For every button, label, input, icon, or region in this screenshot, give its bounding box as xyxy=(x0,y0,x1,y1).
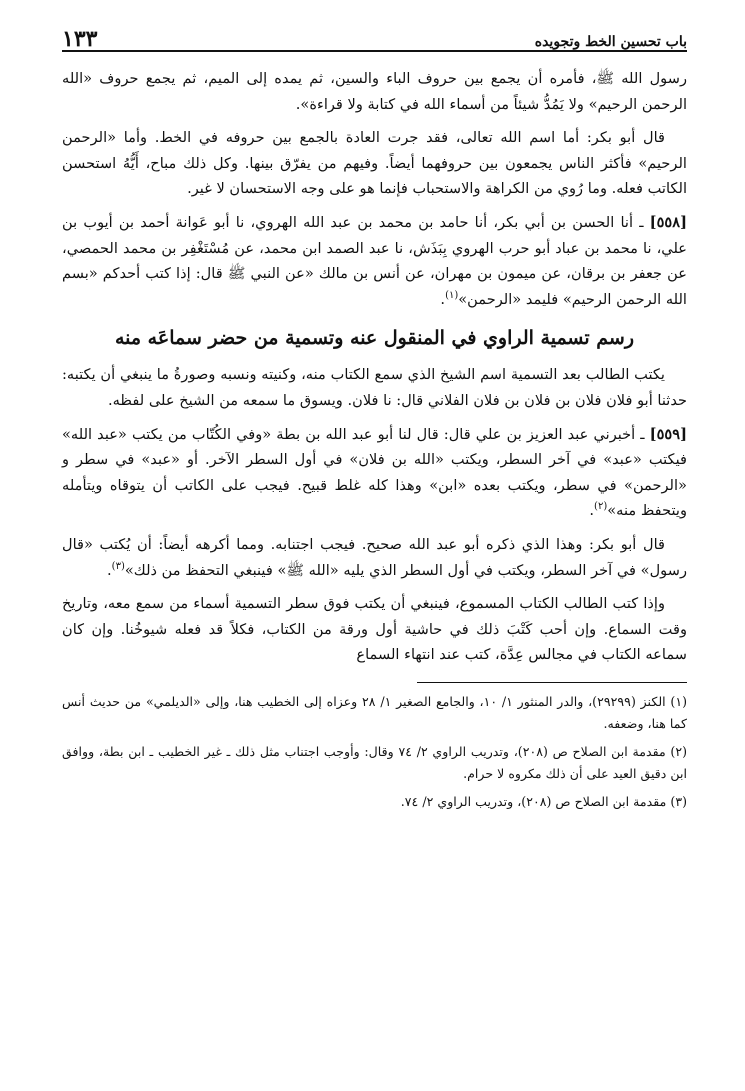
paragraph-text: وإذا كتب الطالب الكتاب المسموع، فينبغي أن يكتب فوق سطر التسمية أسماء من سمع معه، وتاريخ وقت السماع. وإن أحب كَتْبَ ذلك في حاشية أول ورقة من الكتاب، فكلاً قد فعله شيوخُنا. وإن كان سماعه الكتاب في مجالس عِدَّة، كتب عند انتهاء السماع xyxy=(62,595,687,664)
footnote-divider xyxy=(417,682,687,683)
footnote-3: (٣) مقدمة ابن الصلاح ص (٢٠٨)، وتدريب الراوي ٢/ ٧٤. xyxy=(400,793,687,809)
hadith-558 xyxy=(62,210,687,312)
footnote-1: (١) الكنز (٢٩٢٩٩)، والدر المنثور ١/ ١٠، والجامع الصغير ١/ ٢٨ وعزاه إلى الخطيب هنا، وإلى «الديلمي» من حديث أنس كما هنا، وضعفه. xyxy=(62,693,688,731)
paragraph-text: قال أبو بكر: أما اسم الله تعالى، فقد جرت العادة بالجمع بين حروفه في الخط. وأما «الرحمن الرحيم» فأكثر الناس يجمعون بين حروفهما أيضاً. وفيهم من يفرّق بينها. وكل ذلك مباح، أَيُّهُ استحسن الكاتب فعله. وما رُوي من الكراهة والاستحباب فإنما هو على وجه الاستحسان لا غير. xyxy=(62,129,687,198)
paragraph-continuation xyxy=(62,66,687,117)
running-header xyxy=(62,20,687,52)
paragraph-text: رسول الله ﷺ، فأمره أن يجمع بين حروف الباء والسين، ثم يمده إلى الميم، ثم يجمع حروف «الله الرحمن الرحيم» ولا يَمُدُّ شيئاً من أسماء الله في كتابة ولا قراءة». xyxy=(62,70,687,113)
paragraph-abu-bakr-note xyxy=(62,125,687,202)
hadith-number: [٥٥٨] xyxy=(649,213,687,231)
paragraph-text: يكتب الطالب بعد التسمية اسم الشيخ الذي سمع الكتاب منه، وكنيته ونسبه وصورةُ ما ينبغي أن يكتبه: حدثنا أبو فلان فلان بن فلان بن فلان الفلاني قال: نا فلان. ويسوق ما سمعه من الشيخ على لفظه. xyxy=(62,366,687,409)
paragraph-abu-bakr-comment xyxy=(62,532,687,583)
paragraph-text: ـ أنا الحسن بن أبي بكر، أنا حامد بن محمد بن عبد الله الهروي، نا أبو عَوانة أحمد بن أيوب بن علي، نا محمد بن عباد أبو حرب الهروي بِبَذَش، نا عبد الصمد ابن محمد، عن مُسْتَغْفِر بن محمد الحمصي، عن جعفر بن برقان، عن ميمون بن مهران، عن أنس بن مالك «عن النبي ﷺ قال: إذا كتب أحدكم «بسم الله الرحمن الرحيم» فليمد «الرحمن» xyxy=(62,213,687,308)
page-number: ١٣٣ xyxy=(62,26,98,52)
paragraph-text: ـ أخبرني عبد العزيز بن علي قال: قال لنا أبو عبد الله بن بطة «وفي الكُتّاب من يكتب «عبد الله» فيكتب «عبد» في آخر السطر، ويكتب «الله بن فلان» في أول السطر الآخر. أو «عبد» في سطر و «الرحمن» في سطر، ويكتب بعده «ابن» وهذا كله غلط قبيح. فيجب على الكاتب أن يتوقاه ويتأمله ويتحفظ منه» xyxy=(62,425,687,520)
footnote-2: (٢) مقدمة ابن الصلاح ص (٢٠٨)، وتدريب الراوي ٢/ ٧٤ وقال: وأوجب اجتناب مثل ذلك ـ غير الخطيب ـ ابن بطة، ووافق ابن دقيق العيد على أن ذلك مكروه لا حرام. xyxy=(62,743,687,781)
hadith-559 xyxy=(62,422,687,524)
footnote-ref[interactable]: (٣) xyxy=(111,560,125,572)
paragraph-student-writing xyxy=(62,591,687,668)
footnote-ref[interactable]: (١) xyxy=(445,289,459,301)
chapter-title: باب تحسين الخط وتجويده xyxy=(534,34,687,50)
paragraph-tail: . xyxy=(589,502,595,520)
paragraph-tail: . xyxy=(440,290,446,308)
paragraph-tail: . xyxy=(107,561,112,579)
paragraph-text: قال أبو بكر: وهذا الذي ذكره أبو عبد الله صحيح. فيجب اجتنابه. ومما أكرهه أيضاً: أن يُكتب «قال رسول» في آخر السطر، ويكتب في أول السطر الذي يليه «الله ﷺ» فينبغي التحفظ من ذلك» xyxy=(62,535,687,579)
paragraph-naming-rules xyxy=(62,362,687,413)
section-heading: رسم تسمية الراوي في المنقول عنه وتسمية من حضر سماعَه منه xyxy=(114,327,635,350)
footnote-ref[interactable]: (٢) xyxy=(594,501,608,513)
hadith-number: [٥٥٩] xyxy=(649,425,687,443)
